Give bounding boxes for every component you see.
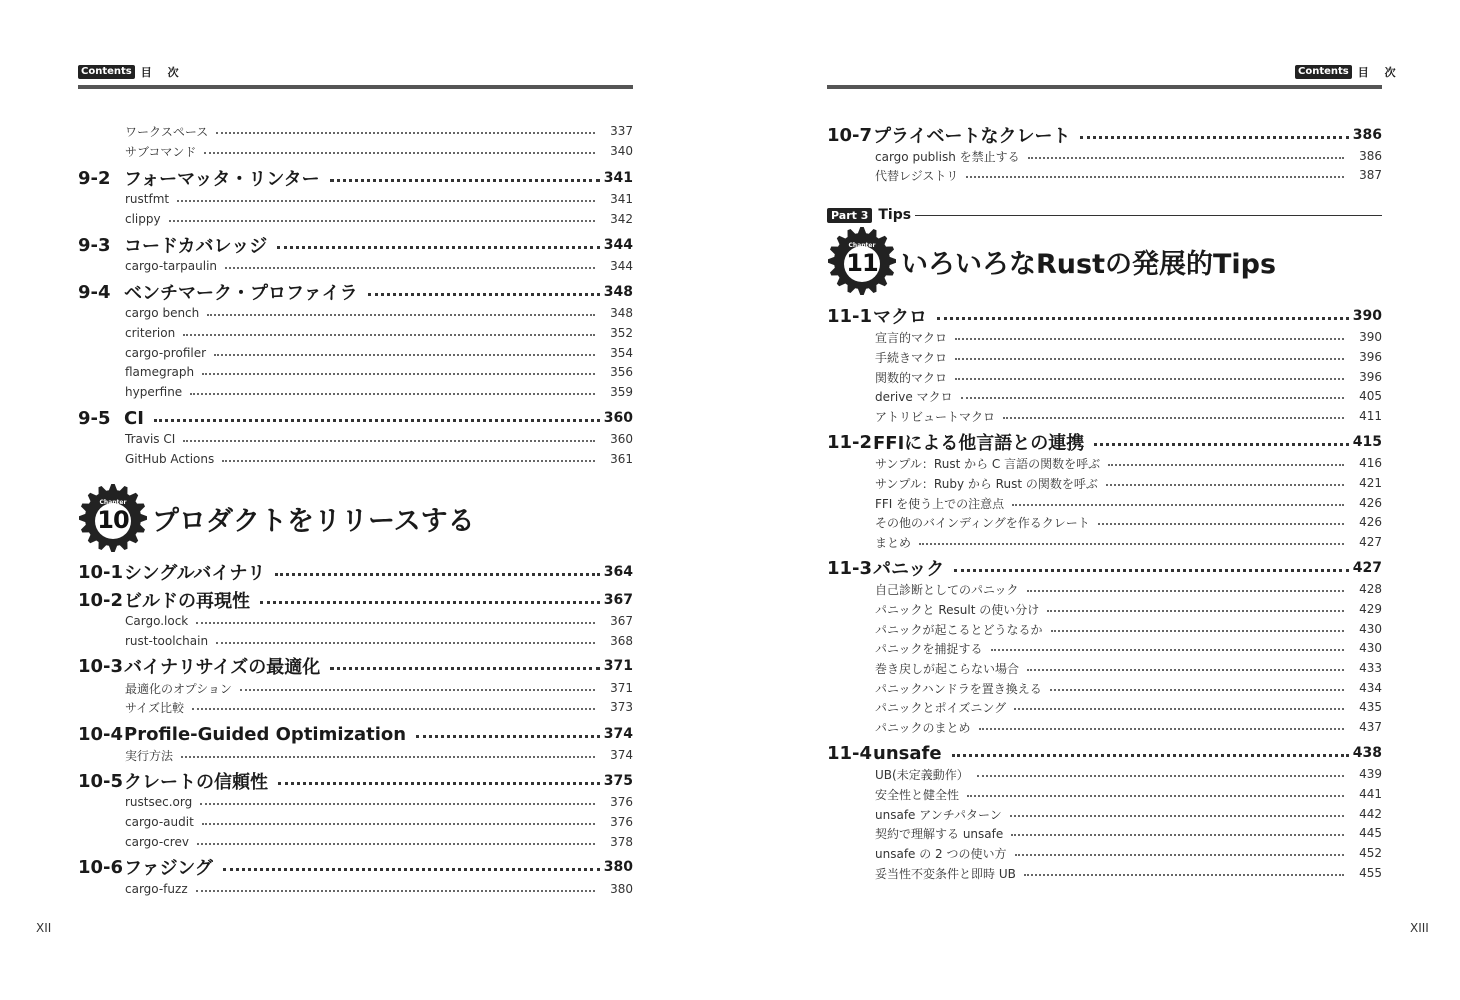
subsection-page-number: 342 — [610, 212, 633, 226]
chapter-gear-icon — [827, 226, 897, 296]
leader-dots — [1108, 464, 1344, 466]
toc-subsection-entry — [125, 190, 633, 208]
subsection-title: flamegraph — [125, 365, 195, 379]
leader-dots — [979, 728, 1344, 730]
subsection-page-number: 430 — [1359, 622, 1382, 636]
subsection-page-number: 442 — [1359, 807, 1382, 821]
running-header — [1295, 64, 1402, 80]
leader-dots — [961, 397, 1344, 399]
section-title: FFIによる他言語との連携 — [873, 433, 1085, 454]
toc-subsection-entry — [875, 533, 1382, 551]
subsection-title: 巻き戻しが起こらない場合 — [875, 661, 1020, 676]
part-heading — [827, 206, 1382, 224]
section-title: クレートの信頼性 — [124, 772, 268, 793]
part-badge: Part 3 — [827, 208, 872, 223]
leader-dots — [967, 795, 1344, 797]
subsection-page-number: 411 — [1359, 409, 1382, 423]
toc-subsection-entry — [125, 833, 633, 851]
leader-dots — [196, 622, 595, 624]
toc-subsection-entry — [125, 122, 633, 140]
subsection-page-number: 340 — [610, 144, 633, 158]
leader-dots — [169, 220, 595, 222]
leader-dots — [154, 419, 600, 422]
leader-dots — [223, 868, 600, 871]
section-number: 11-1 — [827, 305, 873, 327]
leader-dots — [1014, 708, 1344, 710]
subsection-title: 最適化のオプション — [125, 681, 232, 696]
chapter-title: プロダクトをリリースする — [152, 505, 475, 537]
subsection-page-number: 405 — [1359, 389, 1382, 403]
section-number: 10-5 — [78, 770, 124, 792]
leader-dots — [1011, 834, 1344, 836]
chapter-number: 10 — [97, 506, 129, 534]
section-page-number: 390 — [1352, 308, 1382, 324]
toc-subsection-entry — [125, 344, 633, 362]
page-number: XII — [36, 921, 52, 935]
leader-dots — [225, 267, 595, 269]
leader-dots — [196, 890, 595, 892]
running-header — [78, 64, 185, 80]
toc-subsection-entry — [875, 328, 1382, 346]
subsection-title: unsafe の 2 つの使い方 — [875, 846, 1007, 861]
section-number: 10-4 — [78, 723, 124, 745]
subsection-page-number: 452 — [1359, 846, 1382, 860]
subsection-page-number: 373 — [610, 700, 633, 714]
subsection-page-number: 428 — [1359, 582, 1382, 596]
subsection-title: UB(未定義動作） — [875, 767, 969, 782]
subsection-title: パニックと Result の使い分け — [875, 602, 1040, 617]
subsection-page-number: 359 — [610, 385, 633, 399]
leader-dots — [202, 373, 595, 375]
section-page-number: 348 — [603, 284, 633, 300]
toc-subsection-entry — [875, 166, 1382, 184]
subsection-page-number: 374 — [610, 748, 633, 762]
leader-dots — [330, 179, 600, 182]
leader-dots — [1012, 504, 1344, 506]
leader-dots — [183, 440, 595, 442]
toc-subsection-entry — [875, 387, 1382, 405]
section-page-number: 375 — [603, 773, 633, 789]
toc-section-entry — [78, 281, 633, 303]
leader-dots — [330, 667, 600, 670]
section-page-number: 386 — [1352, 127, 1382, 143]
chapter-title: いろいろなRustの発展的Tips — [901, 248, 1277, 280]
toc-section-entry — [78, 589, 633, 611]
subsection-title: まとめ — [875, 535, 912, 550]
leader-dots — [991, 649, 1344, 651]
leader-dots — [277, 246, 599, 249]
toc-section-entry — [827, 742, 1382, 764]
toc-subsection-entry — [875, 580, 1382, 598]
subsection-page-number: 429 — [1359, 602, 1382, 616]
toc-subsection-entry — [875, 718, 1382, 736]
header-rule — [827, 85, 1382, 89]
leader-dots — [368, 293, 600, 296]
leader-dots — [955, 338, 1344, 340]
leader-dots — [222, 460, 595, 462]
leader-dots — [1106, 484, 1344, 486]
section-title: コードカバレッジ — [124, 236, 268, 257]
page-number: XIII — [1410, 921, 1429, 935]
section-page-number: 374 — [603, 726, 633, 742]
toc-subsection-entry — [125, 304, 633, 322]
subsection-page-number: 390 — [1359, 330, 1382, 344]
toc-section-entry — [78, 561, 633, 583]
section-title: Profile-Guided Optimization — [124, 723, 407, 745]
leader-dots — [416, 735, 600, 738]
part-title: Tips — [878, 207, 912, 223]
subsection-title: 宣言的マクロ — [875, 330, 948, 345]
subsection-page-number: 396 — [1359, 370, 1382, 384]
toc-subsection-entry — [125, 880, 633, 898]
toc-subsection-entry — [875, 765, 1382, 783]
leader-dots — [1027, 669, 1344, 671]
chapter-number: 11 — [846, 249, 878, 277]
leader-dots — [966, 176, 1344, 178]
chapter-heading — [827, 226, 1276, 296]
subsection-page-number: 421 — [1359, 476, 1382, 490]
leader-dots — [216, 132, 595, 134]
section-page-number: 367 — [603, 592, 633, 608]
section-page-number: 360 — [603, 410, 633, 426]
part-rule — [915, 215, 1382, 216]
section-title: ファジング — [124, 858, 213, 879]
subsection-title: サンプル：Rust から C 言語の関数を呼ぶ — [875, 456, 1101, 471]
leader-dots — [955, 378, 1344, 380]
subsection-title: サイズ比較 — [125, 700, 185, 715]
section-number: 10-1 — [78, 561, 124, 583]
leader-dots — [1024, 874, 1344, 876]
subsection-title: cargo-tarpaulin — [125, 259, 218, 273]
toc-subsection-entry — [875, 844, 1382, 862]
subsection-page-number: 376 — [610, 815, 633, 829]
toc-section-entry — [827, 431, 1382, 453]
subsection-page-number: 396 — [1359, 350, 1382, 364]
section-page-number: 344 — [603, 237, 633, 253]
subsection-title: cargo publish を禁止する — [875, 149, 1020, 164]
subsection-page-number: 380 — [610, 882, 633, 896]
leader-dots — [1080, 136, 1348, 139]
subsection-title: 実行方法 — [125, 748, 174, 763]
toc-section-entry — [78, 770, 633, 792]
section-page-number: 380 — [603, 859, 633, 875]
subsection-title: 契約で理解する unsafe — [875, 826, 1004, 841]
subsection-title: パニックハンドラを置き換える — [875, 681, 1042, 696]
leader-dots — [1098, 523, 1344, 525]
toc-subsection-entry — [125, 632, 633, 650]
toc-subsection-entry — [875, 679, 1382, 697]
section-page-number: 371 — [603, 658, 633, 674]
subsection-title: cargo bench — [125, 306, 200, 320]
leader-dots — [919, 543, 1344, 545]
toc-subsection-entry — [875, 620, 1382, 638]
subsection-title: rust-toolchain — [125, 634, 209, 648]
toc-section-entry — [78, 234, 633, 256]
subsection-page-number: 352 — [610, 326, 633, 340]
subsection-page-number: 387 — [1359, 168, 1382, 182]
leader-dots — [240, 689, 595, 691]
toc-subsection-entry — [875, 785, 1382, 803]
subsection-title: unsafe アンチパターン — [875, 807, 1002, 822]
subsection-page-number: 426 — [1359, 496, 1382, 510]
leader-dots — [1028, 157, 1344, 159]
section-title: unsafe — [873, 742, 942, 764]
subsection-title: 手続きマクロ — [875, 350, 948, 365]
leader-dots — [278, 782, 600, 785]
subsection-title: derive マクロ — [875, 389, 953, 404]
leader-dots — [952, 754, 1349, 757]
toc-section-entry — [78, 723, 633, 745]
leader-dots — [260, 601, 600, 604]
leader-dots — [207, 314, 595, 316]
subsection-title: cargo-fuzz — [125, 882, 188, 896]
subsection-page-number: 361 — [610, 452, 633, 466]
toc-subsection-entry — [125, 363, 633, 381]
section-page-number: 438 — [1352, 745, 1382, 761]
subsection-title: rustfmt — [125, 192, 170, 206]
toc-section-entry — [78, 407, 633, 429]
leader-dots — [1010, 815, 1344, 817]
header-rule — [78, 85, 633, 89]
header-title: 目 次 — [140, 66, 185, 79]
leader-dots — [190, 393, 595, 395]
leader-dots — [216, 642, 595, 644]
subsection-page-number: 368 — [610, 634, 633, 648]
leader-dots — [183, 334, 595, 336]
toc-subsection-entry — [125, 450, 633, 468]
subsection-title: 自己診断としてのパニック — [875, 582, 1019, 597]
subsection-title: hyperfine — [125, 385, 183, 399]
leader-dots — [955, 358, 1344, 360]
toc-section-entry — [78, 856, 633, 878]
toc-subsection-entry — [875, 600, 1382, 618]
toc-subsection-entry — [875, 348, 1382, 366]
subsection-page-number: 344 — [610, 259, 633, 273]
subsection-page-number: 386 — [1359, 149, 1382, 163]
leader-dots — [204, 152, 595, 154]
subsection-page-number: 341 — [610, 192, 633, 206]
chapter-label: Chapter — [99, 499, 127, 506]
subsection-page-number: 441 — [1359, 787, 1382, 801]
toc-subsection-entry — [125, 383, 633, 401]
subsection-title: Cargo.lock — [125, 614, 189, 628]
toc-subsection-entry — [875, 639, 1382, 657]
section-number: 9-3 — [78, 234, 111, 256]
subsection-title: cargo-audit — [125, 815, 194, 829]
subsection-title: ワークスペース — [125, 124, 209, 139]
leader-dots — [937, 317, 1349, 320]
toc-section-entry — [827, 557, 1382, 579]
section-page-number: 427 — [1352, 560, 1382, 576]
subsection-page-number: 367 — [610, 614, 633, 628]
subsection-title: サブコマンド — [125, 144, 197, 159]
toc-subsection-entry — [875, 147, 1382, 165]
leader-dots — [1050, 689, 1344, 691]
toc-subsection-entry — [125, 813, 633, 831]
subsection-page-number: 427 — [1359, 535, 1382, 549]
section-page-number: 341 — [603, 170, 633, 186]
toc-subsection-entry — [875, 474, 1382, 492]
subsection-page-number: 430 — [1359, 641, 1382, 655]
toc-subsection-entry — [875, 454, 1382, 472]
toc-subsection-entry — [125, 793, 633, 811]
toc-section-entry — [78, 167, 633, 189]
leader-dots — [192, 708, 595, 710]
subsection-page-number: 426 — [1359, 515, 1382, 529]
subsection-title: FFI を使う上での注意点 — [875, 496, 1005, 511]
section-number: 10-3 — [78, 655, 124, 677]
contents-badge: Contents — [78, 65, 135, 79]
section-number: 9-4 — [78, 281, 111, 303]
section-title: マクロ — [873, 307, 927, 328]
section-number: 11-3 — [827, 557, 873, 579]
leader-dots — [954, 569, 1348, 572]
toc-section-entry — [827, 305, 1382, 327]
toc-subsection-entry — [875, 407, 1382, 425]
subsection-title: サンプル：Ruby から Rust の関数を呼ぶ — [875, 476, 1098, 491]
subsection-page-number: 371 — [610, 681, 633, 695]
leader-dots — [1094, 443, 1348, 446]
subsection-page-number: 439 — [1359, 767, 1382, 781]
subsection-page-number: 433 — [1359, 661, 1382, 675]
toc-subsection-entry — [875, 494, 1382, 512]
leader-dots — [200, 803, 595, 805]
subsection-title: パニックのまとめ — [875, 720, 971, 735]
contents-badge: Contents — [1295, 65, 1352, 79]
section-number: 9-5 — [78, 407, 111, 429]
toc-subsection-entry — [875, 368, 1382, 386]
section-title: ビルドの再現性 — [124, 591, 250, 612]
leader-dots — [202, 823, 595, 825]
subsection-title: 代替レジストリ — [875, 168, 959, 183]
section-title: パニック — [873, 559, 945, 580]
leader-dots — [275, 573, 599, 576]
leader-dots — [1015, 854, 1344, 856]
subsection-page-number: 356 — [610, 365, 633, 379]
toc-subsection-entry — [125, 430, 633, 448]
section-title: CI — [124, 407, 144, 429]
chapter-gear-icon — [78, 483, 148, 553]
toc-subsection-entry — [125, 612, 633, 630]
section-number: 9-2 — [78, 167, 111, 189]
subsection-page-number: 416 — [1359, 456, 1382, 470]
subsection-title: パニックを捕捉する — [875, 641, 983, 656]
toc-subsection-entry — [875, 824, 1382, 842]
leader-dots — [1047, 610, 1344, 612]
toc-subsection-entry — [875, 698, 1382, 716]
section-title: バイナリサイズの最適化 — [124, 657, 321, 678]
section-title: シングルバイナリ — [124, 563, 266, 584]
subsection-page-number: 337 — [610, 124, 633, 138]
subsection-title: 安全性と健全性 — [875, 787, 960, 802]
toc-subsection-entry — [875, 659, 1382, 677]
subsection-title: cargo-crev — [125, 835, 189, 849]
subsection-page-number: 435 — [1359, 700, 1382, 714]
subsection-page-number: 455 — [1359, 866, 1382, 880]
subsection-page-number: 437 — [1359, 720, 1382, 734]
toc-subsection-entry — [125, 679, 633, 697]
subsection-title: criterion — [125, 326, 176, 340]
subsection-title: その他のバインディングを作るクレート — [875, 515, 1090, 530]
section-number: 11-2 — [827, 431, 873, 453]
section-page-number: 364 — [603, 564, 633, 580]
leader-dots — [977, 775, 1344, 777]
subsection-title: rustsec.org — [125, 795, 193, 809]
section-number: 10-6 — [78, 856, 124, 878]
header-title: 目 次 — [1357, 66, 1402, 79]
toc-section-entry — [827, 124, 1382, 146]
leader-dots — [1051, 630, 1344, 632]
section-number: 10-2 — [78, 589, 124, 611]
section-title: プライベートなクレート — [873, 126, 1071, 147]
section-number: 11-4 — [827, 742, 873, 764]
section-number: 10-7 — [827, 124, 873, 146]
subsection-title: GitHub Actions — [125, 452, 215, 466]
toc-subsection-entry — [125, 257, 633, 275]
subsection-title: パニックとポイズニング — [875, 700, 1007, 715]
chapter-heading — [78, 483, 475, 553]
leader-dots — [1027, 590, 1344, 592]
subsection-title: clippy — [125, 212, 161, 226]
subsection-title: パニックが起こるとどうなるか — [875, 622, 1043, 637]
toc-section-entry — [78, 655, 633, 677]
subsection-page-number: 360 — [610, 432, 633, 446]
toc-subsection-entry — [125, 746, 633, 764]
subsection-page-number: 445 — [1359, 826, 1382, 840]
leader-dots — [197, 843, 595, 845]
subsection-title: Travis CI — [125, 432, 176, 446]
subsection-page-number: 378 — [610, 835, 633, 849]
toc-subsection-entry — [125, 324, 633, 342]
toc-subsection-entry — [125, 210, 633, 228]
subsection-page-number: 376 — [610, 795, 633, 809]
toc-subsection-entry — [875, 513, 1382, 531]
subsection-page-number: 434 — [1359, 681, 1382, 695]
subsection-page-number: 354 — [610, 346, 633, 360]
toc-subsection-entry — [875, 805, 1382, 823]
leader-dots — [177, 200, 595, 202]
section-page-number: 415 — [1352, 434, 1382, 450]
leader-dots — [1003, 417, 1344, 419]
section-title: フォーマッタ・リンター — [124, 169, 320, 190]
subsection-title: アトリビュートマクロ — [875, 409, 996, 424]
leader-dots — [214, 354, 595, 356]
toc-subsection-entry — [125, 698, 633, 716]
subsection-title: 妥当性不変条件と即時 UB — [875, 866, 1016, 881]
right-page — [730, 0, 1460, 1000]
chapter-label: Chapter — [848, 242, 876, 249]
subsection-title: cargo-profiler — [125, 346, 207, 360]
section-title: ベンチマーク・プロファイラ — [124, 283, 358, 304]
toc-subsection-entry — [125, 142, 633, 160]
subsection-page-number: 348 — [610, 306, 633, 320]
subsection-title: 関数的マクロ — [875, 370, 948, 385]
toc-subsection-entry — [875, 864, 1382, 882]
leader-dots — [181, 756, 595, 758]
